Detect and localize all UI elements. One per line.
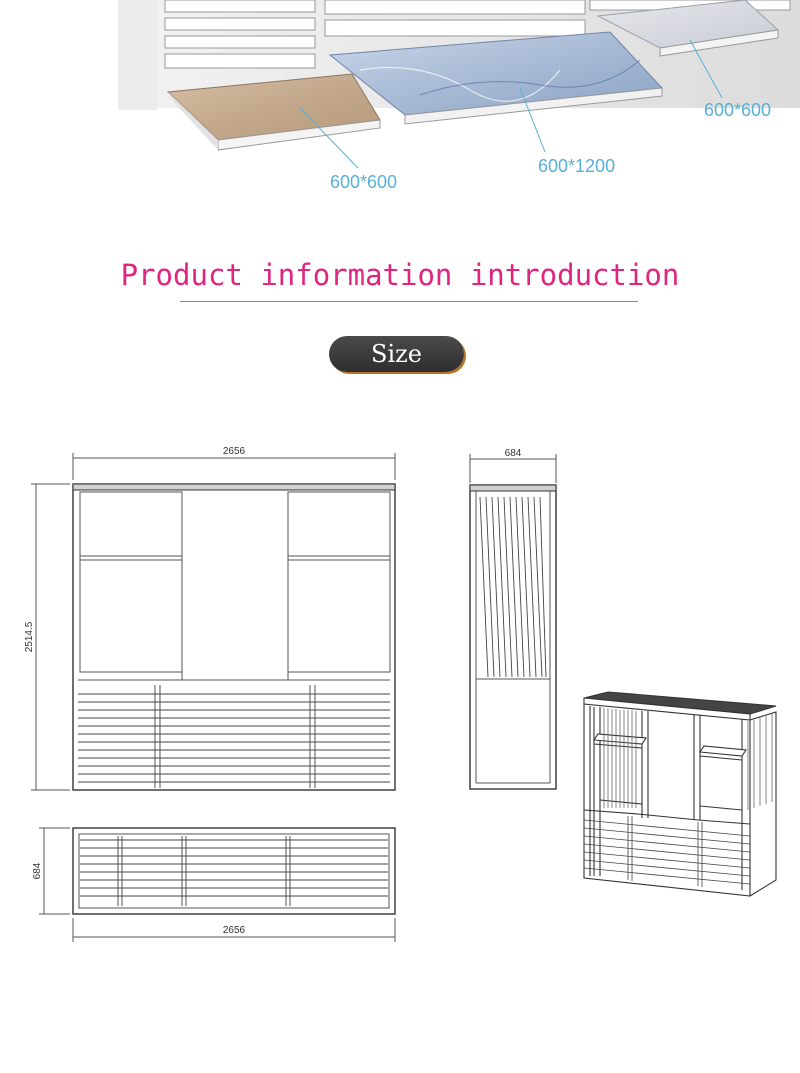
section-title: Product information introduction (120, 258, 680, 292)
front-width-label: 2656 (222, 446, 246, 457)
top-width-label: 2656 (222, 925, 246, 936)
isometric-view-drawing (578, 690, 783, 900)
callout-label-middle: 600*1200 (538, 156, 616, 176)
front-elevation-drawing (0, 440, 420, 810)
side-depth-label: 684 (504, 448, 522, 459)
callout-label-left: 600*600 (330, 172, 398, 192)
callout-label-right: 600*600 (704, 100, 772, 120)
top-depth-label: 684 (32, 862, 43, 880)
side-elevation-drawing (460, 445, 570, 795)
top-view-drawing (0, 820, 420, 945)
title-divider (180, 301, 638, 302)
product-photo (0, 0, 800, 215)
size-badge: Size (329, 336, 464, 372)
front-height-label: 2514.5 (24, 621, 35, 653)
